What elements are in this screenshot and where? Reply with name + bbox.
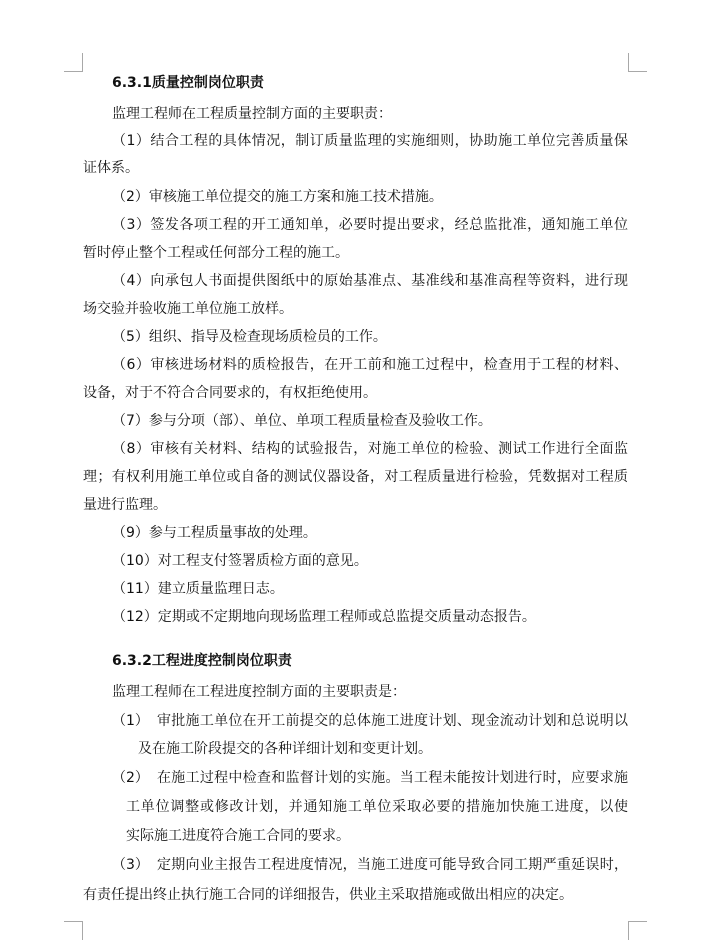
- quality-item-3-line-1: （3）签发各项工程的开工通知单，必要时提出要求，经总监批准，通知施工单位: [112, 217, 628, 233]
- quality-item-6-line-2: 设备，对于不符合合同要求的，有权拒绝使用。: [83, 385, 377, 401]
- corner-mark-bottom-left: [64, 921, 83, 940]
- corner-mark-top-right: [628, 53, 647, 72]
- quality-item-1-line-1: （1）结合工程的具体情况，制订质量监理的实施细则，协助施工单位完善质量保: [112, 133, 628, 149]
- quality-item-4-line-2: 场交验并验收施工单位施工放样。: [83, 301, 293, 317]
- section-heading-progress: 6.3.2工程进度控制岗位职责: [112, 653, 292, 669]
- section-heading-quality: 6.3.1质量控制岗位职责: [112, 75, 264, 91]
- quality-item-3-line-2: 暂时停止整个工程或任何部分工程的施工。: [83, 245, 349, 261]
- quality-item-7: （7）参与分项（部）、单位、单项工程质量检查及验收工作。: [112, 413, 492, 429]
- quality-item-2: （2）审核施工单位提交的施工方案和施工技术措施。: [112, 189, 443, 205]
- progress-item-2-line-3: 实际施工进度符合施工合同的要求。: [126, 828, 350, 844]
- progress-item-1-line-1: 审批施工单位在开工前提交的总体施工进度计划、现金流动计划和总说明以: [157, 713, 628, 729]
- progress-item-2-line-1: 在施工过程中检查和监督计划的实施。当工程未能按计划进行时，应要求施: [157, 770, 628, 786]
- quality-item-11: （11）建立质量监理日志。: [112, 581, 284, 597]
- quality-item-1-line-2: 证体系。: [83, 160, 139, 176]
- corner-mark-bottom-right: [628, 921, 647, 940]
- progress-item-3-number: （3）: [112, 857, 149, 873]
- section-intro-progress: 监理工程师在工程进度控制方面的主要职责是：: [112, 684, 406, 700]
- progress-item-3-line-2: 有责任提出终止执行施工合同的详细报告，供业主采取措施或做出相应的决定。: [83, 887, 573, 903]
- progress-item-3-line-1: 定期向业主报告工程进度情况，当施工进度可能导致合同工期严重延误时，: [157, 857, 628, 873]
- quality-item-4-line-1: （4）向承包人书面提供图纸中的原始基准点、基准线和基准高程等资料，进行现: [112, 273, 628, 289]
- corner-mark-top-left: [64, 53, 83, 72]
- quality-item-8-line-2: 理；有权利用施工单位或自备的测试仪器设备，对工程质量进行检验，凭数据对工程质: [83, 469, 628, 485]
- progress-item-2-number: （2）: [112, 770, 149, 786]
- quality-item-9: （9）参与工程质量事故的处理。: [112, 525, 317, 541]
- quality-item-8-line-3: 量进行监理。: [83, 497, 167, 513]
- quality-item-10: （10）对工程支付签署质检方面的意见。: [112, 553, 368, 569]
- section-intro-quality: 监理工程师在工程质量控制方面的主要职责：: [112, 106, 392, 122]
- quality-item-6-line-1: （6）审核进场材料的质检报告，在开工前和施工过程中，检查用于工程的材料、: [112, 357, 628, 373]
- quality-item-12: （12）定期或不定期地向现场监理工程师或总监提交质量动态报告。: [112, 609, 536, 625]
- quality-item-5: （5）组织、指导及检查现场质检员的工作。: [112, 329, 387, 345]
- progress-item-1-line-2: 及在施工阶段提交的各种详细计划和变更计划。: [138, 741, 432, 757]
- progress-item-2-line-2: 工单位调整或修改计划，并通知施工单位采取必要的措施加快施工进度，以使: [126, 799, 628, 815]
- progress-item-1-number: （1）: [112, 713, 149, 729]
- quality-item-8-line-1: （8）审核有关材料、结构的试验报告，对施工单位的检验、测试工作进行全面监: [112, 441, 628, 457]
